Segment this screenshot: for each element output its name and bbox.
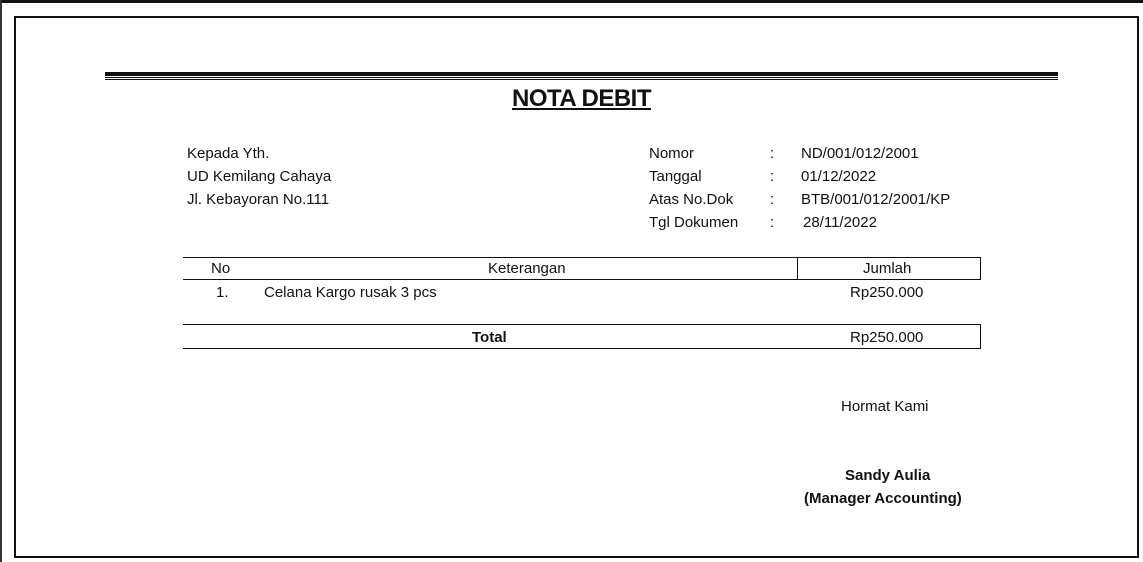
info-label: Nomor: [649, 145, 695, 162]
recipient-label: Kepada Yth.: [187, 145, 270, 162]
info-label: Tanggal: [649, 168, 702, 185]
row-description: Celana Kargo rusak 3 pcs: [264, 284, 437, 301]
total-top-rule: [183, 324, 981, 325]
header-keterangan: Keterangan: [488, 260, 566, 277]
header-no: No: [211, 260, 231, 277]
row-amount: Rp250.000: [850, 284, 924, 301]
recipient-address: Jl. Kebayoran No.111: [187, 191, 330, 208]
recipient-name: UD Kemilang Cahaya: [187, 168, 332, 185]
total-right-border: [980, 324, 981, 349]
table-header-rule: [183, 279, 981, 280]
signature-name: Sandy Aulia: [845, 467, 931, 484]
info-label: Atas No.Dok: [649, 191, 734, 208]
info-sep: :: [770, 191, 775, 208]
info-label: Tgl Dokumen: [649, 214, 739, 231]
table-top-rule: [183, 257, 981, 258]
document-title: NOTA DEBIT: [512, 85, 651, 112]
info-sep: :: [770, 168, 775, 185]
header-rule-thin: [105, 77, 1058, 78]
info-sep: :: [770, 214, 775, 231]
header-rule-thick: [105, 72, 1058, 76]
row-no: 1.: [216, 284, 229, 301]
total-label: Total: [472, 329, 507, 346]
header-jumlah: Jumlah: [863, 260, 912, 277]
signature-role: (Manager Accounting): [804, 490, 962, 507]
table-col-divider: [797, 257, 798, 280]
signature-greeting: Hormat Kami: [841, 398, 929, 415]
info-value: ND/001/012/2001: [801, 145, 919, 162]
total-value: Rp250.000: [850, 329, 924, 346]
info-sep: :: [770, 145, 775, 162]
table-right-border: [980, 257, 981, 280]
header-rule-thin: [105, 79, 1058, 80]
info-value: 01/12/2022: [801, 168, 877, 185]
info-value: BTB/001/012/2001/KP: [801, 191, 951, 208]
top-border: [0, 0, 1143, 3]
info-value: 28/11/2022: [803, 214, 877, 231]
total-bottom-rule: [183, 348, 981, 349]
